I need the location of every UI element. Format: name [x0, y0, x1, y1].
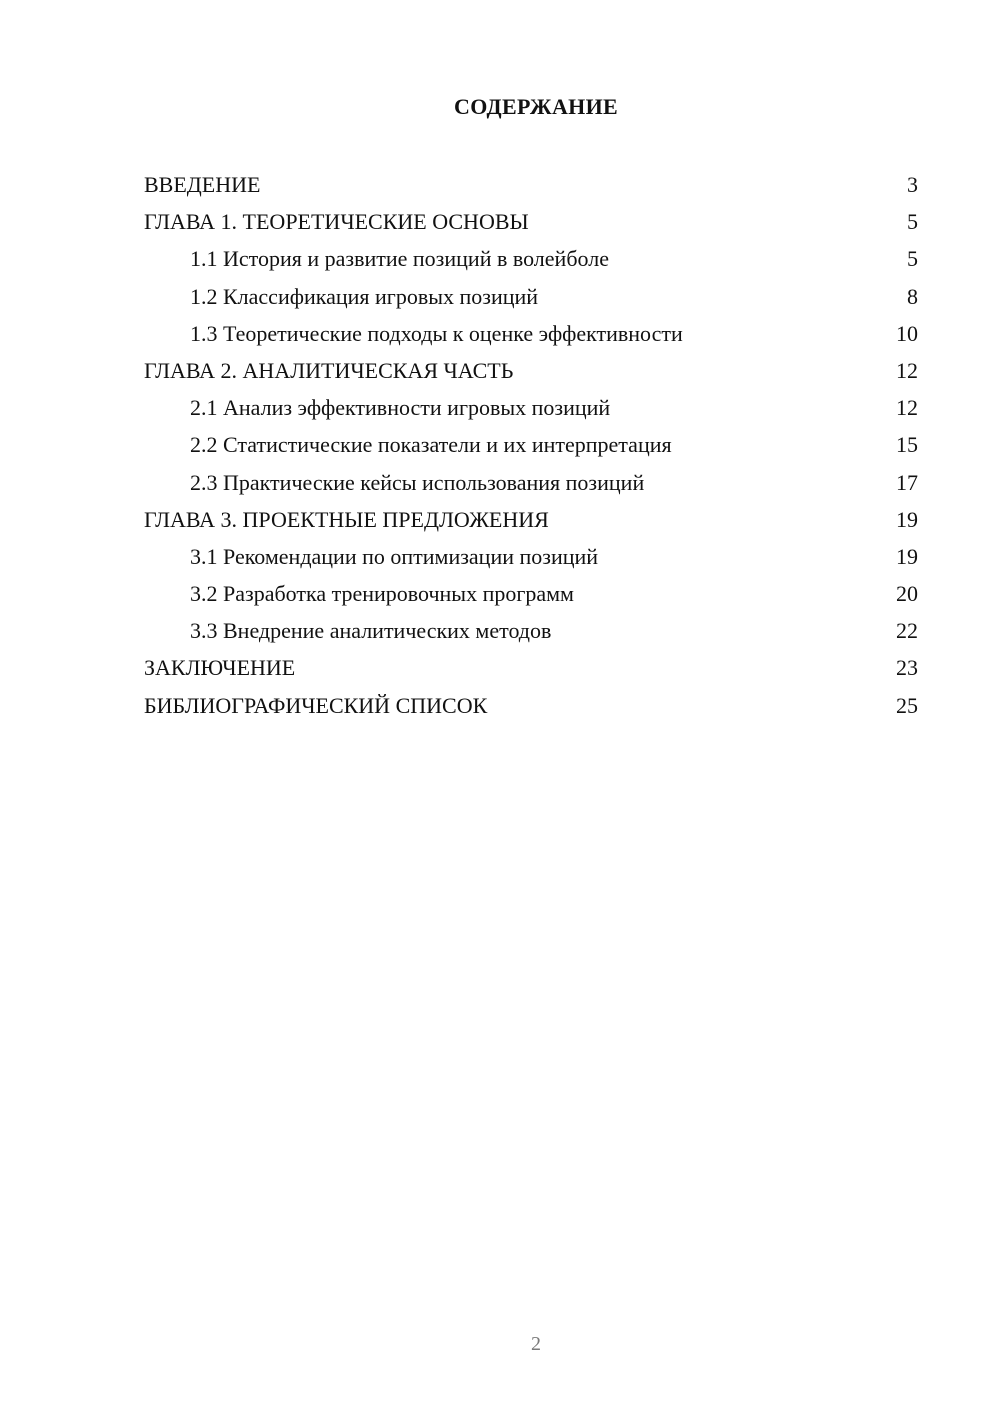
toc-entry[interactable]	[144, 501, 918, 538]
toc-subentry[interactable]	[144, 240, 918, 277]
page-number: 2	[531, 1333, 541, 1355]
toc-entry-page: 25	[896, 692, 918, 718]
toc-entry-label: 3.1 Рекомендации по оптимизации позиций	[190, 543, 599, 569]
toc-entry-label: ГЛАВА 2. АНАЛИТИЧЕСКАЯ ЧАСТЬ	[144, 357, 514, 383]
toc-entry-label: ЗАКЛЮЧЕНИЕ	[144, 655, 296, 681]
toc-entry-page: 5	[907, 246, 918, 272]
toc-entry-label: 1.1 История и развитие позиций в волейболе	[190, 246, 609, 272]
toc-entry-label: 2.3 Практические кейсы использования позиций	[190, 469, 645, 495]
toc-entry[interactable]	[144, 687, 918, 724]
toc-subentry[interactable]	[144, 538, 918, 575]
toc-entry-page: 19	[896, 506, 918, 532]
toc-title: СОДЕРЖАНИЕ	[454, 94, 618, 119]
toc-entry-label: 3.2 Разработка тренировочных программ	[190, 581, 574, 607]
toc-entry-page: 15	[896, 432, 918, 458]
toc-entry[interactable]	[144, 352, 918, 389]
toc-subentry[interactable]	[144, 278, 918, 315]
toc-entry-page: 10	[896, 320, 918, 346]
toc-entry-page: 12	[896, 395, 918, 421]
toc-subentry[interactable]	[144, 612, 918, 649]
toc-entry-label: 2.1 Анализ эффективности игровых позиций	[190, 395, 611, 421]
toc-entry[interactable]	[144, 203, 918, 240]
toc-entry-page: 20	[896, 581, 918, 607]
toc-entry-label: ГЛАВА 1. ТЕОРЕТИЧЕСКИЕ ОСНОВЫ	[144, 209, 529, 235]
toc-entry-label: ГЛАВА 3. ПРОЕКТНЫЕ ПРЕДЛОЖЕНИЯ	[144, 506, 549, 532]
toc-entry-page: 23	[896, 655, 918, 681]
toc-entry-label: 1.3 Теоретические подходы к оценке эффективности	[190, 320, 683, 346]
toc-entry-label: 1.2 Классификация игровых позиций	[190, 283, 539, 309]
toc-entry-page: 12	[896, 357, 918, 383]
toc-subentry[interactable]	[144, 464, 918, 501]
toc-entry-page: 17	[896, 469, 918, 495]
toc-entry-page: 5	[907, 209, 918, 235]
toc-entry[interactable]	[144, 649, 918, 686]
toc-entry-page: 3	[907, 172, 918, 197]
toc-entry-label: 3.3 Внедрение аналитических методов	[190, 618, 552, 644]
toc-entry-page: 19	[896, 543, 918, 569]
table-of-contents	[144, 166, 918, 724]
toc-entry-label: БИБЛИОГРАФИЧЕСКИЙ СПИСОК	[144, 692, 488, 718]
toc-subentry[interactable]	[144, 426, 918, 463]
toc-entry-label: 2.2 Статистические показатели и их интерпретация	[190, 432, 672, 458]
toc-subentry[interactable]	[144, 315, 918, 352]
toc-entry-page: 8	[907, 283, 918, 309]
toc-entry-label: ВВЕДЕНИЕ	[144, 172, 261, 197]
toc-subentry[interactable]	[144, 575, 918, 612]
toc-entry[interactable]	[144, 166, 918, 203]
toc-entry-page: 22	[896, 618, 918, 644]
toc-subentry[interactable]	[144, 389, 918, 426]
